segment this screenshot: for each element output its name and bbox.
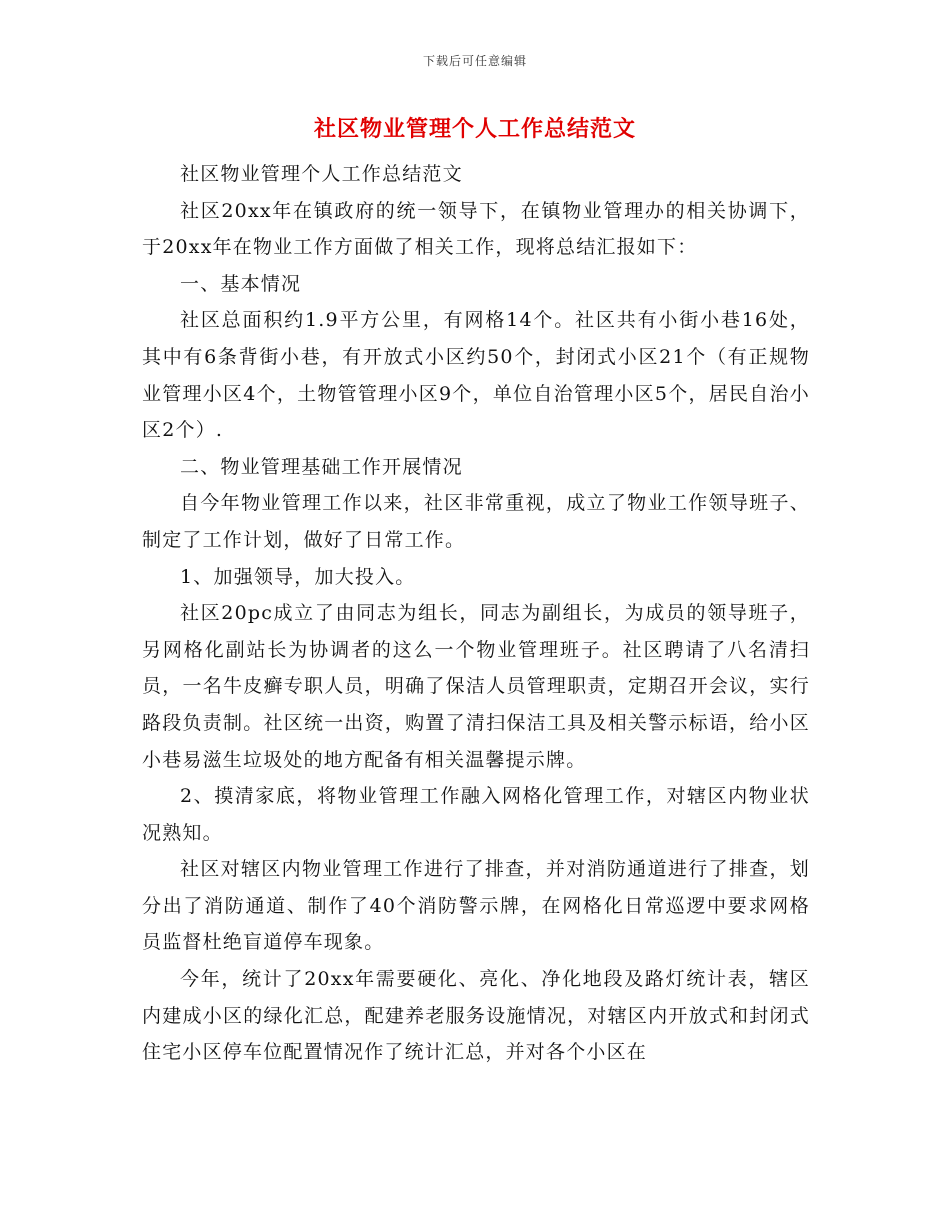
paragraph-work-overview: 自今年物业管理工作以来，社区非常重视，成立了物业工作领导班子、制定了工作计划，做好了日常工作。	[142, 492, 810, 551]
section-heading-basic: 一、基本情况	[180, 272, 302, 295]
header-note: 下载后可任意编辑	[422, 54, 527, 68]
paragraph-intro: 社区20xx年在镇政府的统一领导下，在镇物业管理办的相关协调下，于20xx年在物业工作方面做了相关工作，现将总结汇报如下：	[142, 199, 810, 259]
document-body	[142, 156, 810, 1071]
section-heading-work: 二、物业管理基础工作开展情况	[180, 455, 463, 478]
paragraph-statistics: 今年，统计了20xx年需要硬化、亮化、净化地段及路灯统计表，辖区内建成小区的绿化汇总，配建养老服务设施情况，对辖区内开放式和封闭式住宅小区停车位配置情况作了统计汇总，并对各个小区在	[142, 968, 810, 1064]
paragraph-leadership: 社区20pc成立了由同志为组长，同志为副组长，为成员的领导班子，另网格化副站长为协调者的这么一个物业管理班子。社区聘请了八名清扫员，一名牛皮癣专职人员，明确了保洁人员管理职责，定期召开会议，实行路段负责制。社区统一出资，购置了清扫保洁工具及相关警示标语，给小区小巷易滋生垃圾处的地方配备有相关温馨提示牌。	[142, 602, 810, 771]
paragraph-subtitle: 社区物业管理个人工作总结范文	[180, 163, 463, 185]
paragraph-basic-info: 社区总面积约1.9平方公里，有网格14个。社区共有小街小巷16处，其中有6条背街小巷，有开放式小区约50个，封闭式小区21个（有正规物业管理小区4个，土物管管理小区9个，单位自治管理小区5个，居民自治小区2个）.	[142, 309, 810, 442]
subheading-leadership: 1、加强领导，加大投入。	[180, 565, 416, 588]
document-title: 社区物业管理个人工作总结范文	[313, 116, 636, 142]
paragraph-survey: 社区对辖区内物业管理工作进行了排查，并对消防通道进行了排查，划分出了消防通道、制作了40个消防警示牌，在网格化日常巡逻中要求网格员监督杜绝盲道停车现象。	[142, 858, 810, 954]
subheading-survey: 2、摸清家底，将物业管理工作融入网格化管理工作，对辖区内物业状况熟知。	[142, 785, 810, 844]
